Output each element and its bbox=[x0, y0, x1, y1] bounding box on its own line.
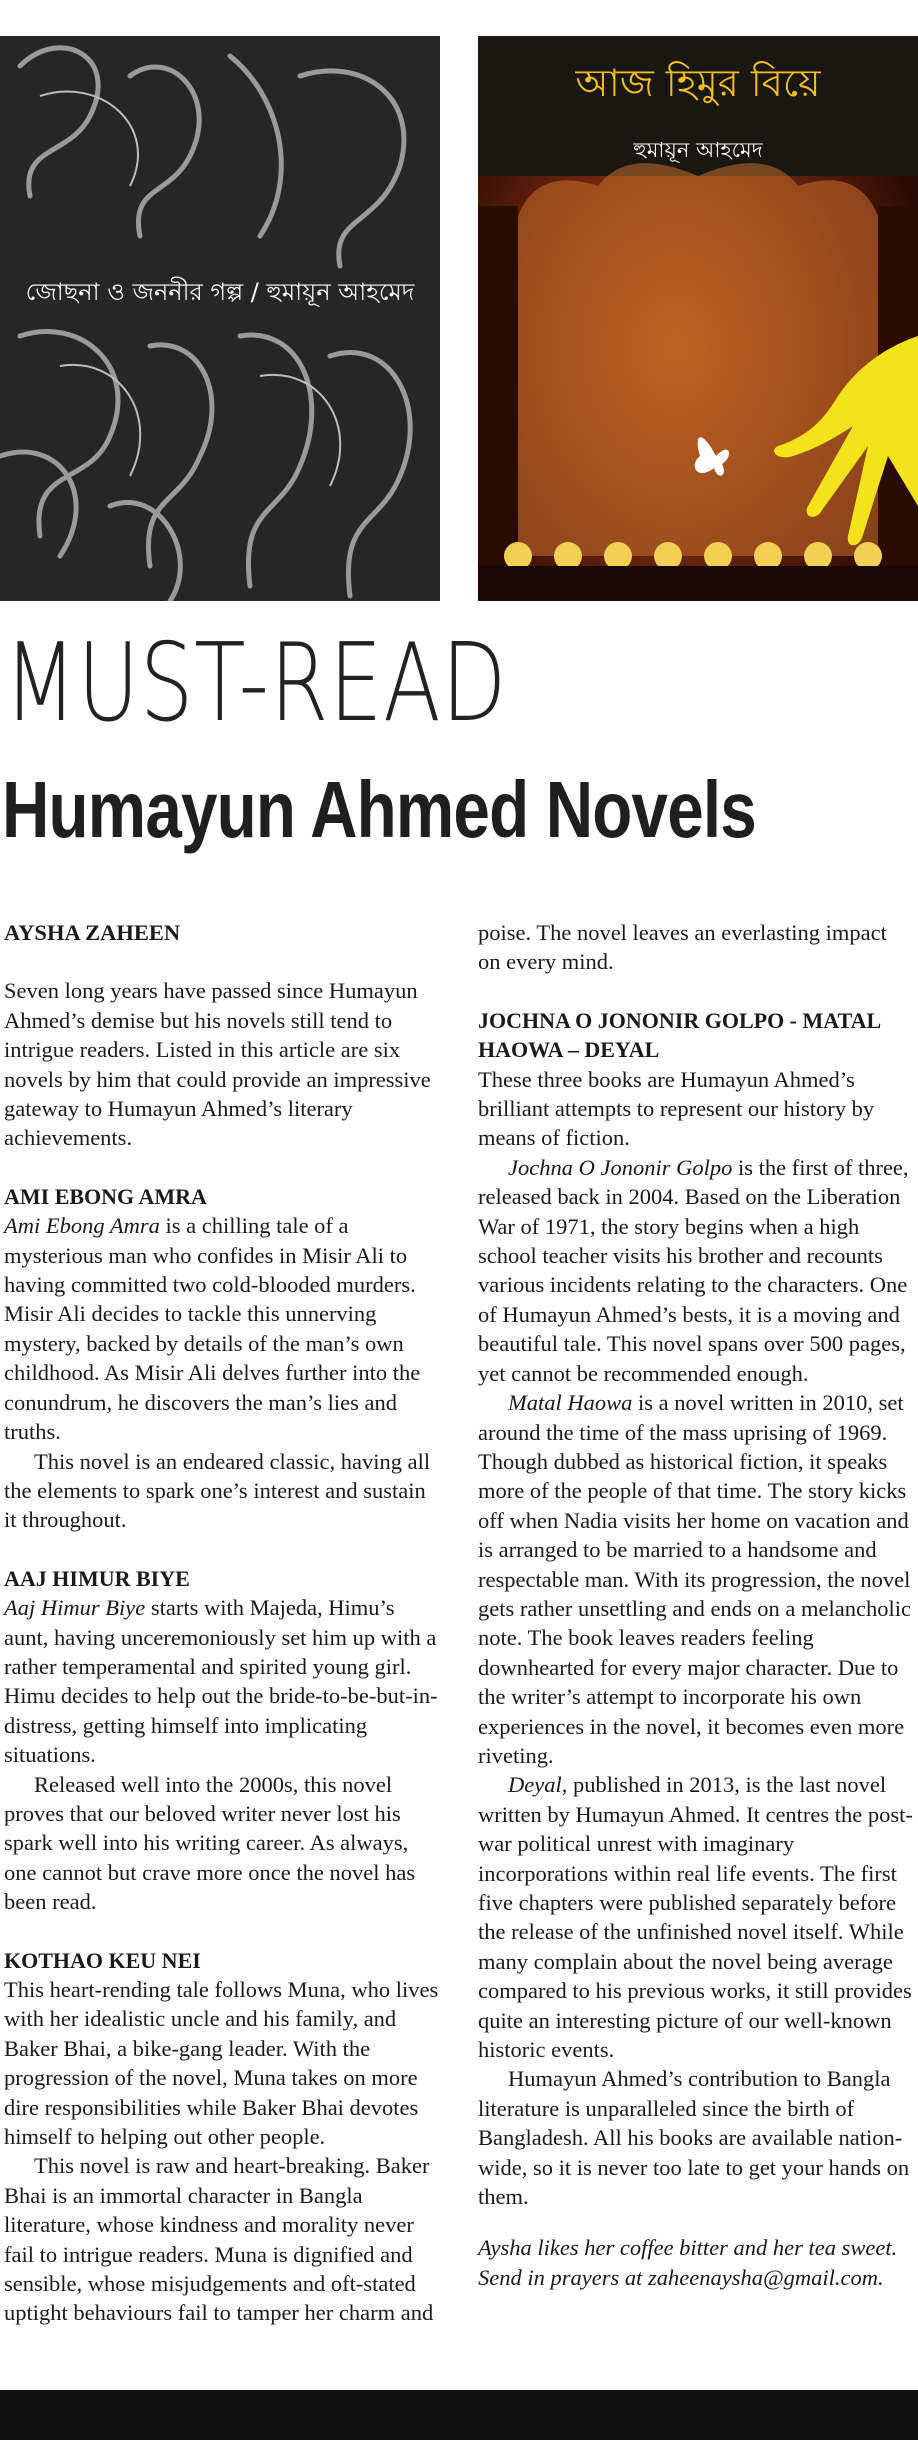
section-paragraph bbox=[478, 1388, 914, 1770]
book-title: Ami Ebong Amra bbox=[4, 1213, 160, 1239]
byline: AYSHA ZAHEEN bbox=[4, 920, 181, 945]
section-paragraph bbox=[4, 1593, 442, 1769]
section-heading-trilogy: JOCHNA O JONONIR GOLPO - MATAL HAOWA – DEYAL bbox=[478, 1007, 880, 1063]
section-paragraph: poise. The novel leaves an everlasting impact on every mind. bbox=[478, 920, 887, 975]
paragraph-text: starts with Majeda, Himu’s aunt, having unceremoniously set him up with a rather temperamental and spirited young girl. Himu decides to help out the bride-to-be-but-in-distress, getting himself into implicating situations. bbox=[4, 1595, 438, 1768]
book-title: Matal Haowa bbox=[508, 1390, 633, 1416]
section-paragraph: These three books are Humayun Ahmed’s brilliant attempts to represent our history by means of fiction. bbox=[478, 1066, 875, 1151]
section-paragraph bbox=[4, 1211, 442, 1446]
section-heading-himu: AAJ HIMUR BIYE bbox=[4, 1565, 190, 1591]
paragraph-text: is the first of three, released back in 2004. Based on the Liberation War of 1971, the story begins when a high school teacher visits his brother and recounts various incidents relating to the characters. One of Humayun Ahmed’s bests, it is a moving and beautiful tale. This novel spans over 500 pages, yet cannot be recommended enough. bbox=[478, 1154, 909, 1386]
section-paragraph: This heart-rending tale follows Muna, who lives with her idealistic uncle and his family, and Baker Bhai, a bike-gang leader. With the progression of the novel, Muna takes on more dire responsibilities while Baker Bhai devotes himself to helping out other people. bbox=[4, 1977, 439, 2150]
paragraph-text: is a novel written in 2010, set around the time of the mass uprising of 1969. Though dubbed as historical fiction, it speaks more of the people of that time. The story kicks off when Nadia visits her home on vacation and is arranged to be married to a handsome and respectable man. With its progression, the novel gets rather unsettling and ends on a melancholic note. The book leaves readers feeling downhearted for every major character. Due to the writer’s attempt to incorporate his own experiences in the novel, it becomes even more riveting. bbox=[478, 1390, 911, 1768]
cover-author: হুমায়ূন আহমেদ bbox=[633, 138, 763, 162]
calligraphy-art bbox=[0, 36, 440, 601]
section-heading-amra: AMI EBONG AMRA bbox=[4, 1183, 207, 1209]
book-cover-himu bbox=[478, 36, 918, 601]
kicker-heading: MUST-READ bbox=[4, 621, 508, 746]
section-heading-kothao: KOTHAO KEU NEI bbox=[4, 1947, 201, 1973]
section-paragraph: This novel is raw and heart-breaking. Baker Bhai is an immortal character in Bangla literature, whose kindness and morality never fail to intrigue readers. Muna is dignified and sensible, whose misjudgements and oft-stated uptight behaviours fail to tamper her charm and bbox=[4, 2153, 434, 2326]
author-note bbox=[478, 2233, 914, 2292]
bottom-rule bbox=[0, 2390, 918, 2440]
article-column-left bbox=[4, 918, 442, 2328]
author-note-line: Aysha likes her coffee bitter and her tea sweet. bbox=[478, 2235, 898, 2261]
book-title: Aaj Himur Biye bbox=[4, 1595, 146, 1621]
section-paragraph bbox=[478, 1153, 914, 1388]
paragraph-text: is a chilling tale of a mysterious man who confides in Misir Ali to having committed two cold-blooded murders. Misir Ali decides to tackle this unnerving mystery, backed by details of the man’s own childhood. As Misir Ali delves further into the conundrum, he discovers the man’s lies and truths. bbox=[4, 1213, 421, 1445]
book-title: Deyal bbox=[508, 1772, 562, 1798]
paragraph-text: , published in 2013, is the last novel written by Humayun Ahmed. It centres the post-war political unrest with imaginary incorporations within real life events. The first five chapters were published separately before the release of the unfinished novel itself. While many complain about the novel being average compared to his previous works, it still provides quite an interesting picture of our well-known historic events. bbox=[478, 1772, 913, 2063]
intro-paragraph: Seven long years have passed since Humayun Ahmed’s demise but his novels still tend to intrigue readers. Listed in this article are six novels by him that could provide an impressive gateway to Humayun Ahmed’s literary achievements. bbox=[4, 978, 431, 1151]
cover-title: আজ হিমুর বিয়ে bbox=[575, 61, 821, 105]
book-cover-jochna bbox=[0, 36, 440, 601]
author-email: Send in prayers at zaheenaysha@gmail.com. bbox=[478, 2264, 884, 2290]
section-paragraph: This novel is an endeared classic, having all the elements to spark one’s interest and sustain it throughout. bbox=[4, 1448, 431, 1533]
cover-caption: জোছনা ও জননীর গল্প / হুমায়ূন আহমেদ bbox=[25, 278, 415, 306]
cover-artwork bbox=[478, 36, 918, 601]
article-column-right bbox=[478, 918, 914, 2292]
section-paragraph bbox=[478, 1770, 914, 2064]
page-title: Humayun Ahmed Novels bbox=[2, 765, 756, 854]
book-title: Jochna O Jononir Golpo bbox=[508, 1154, 733, 1180]
section-paragraph: Released well into the 2000s, this novel proves that our beloved writer never lost his spark well into his writing career. As always, one cannot but crave more once the novel has been read. bbox=[4, 1771, 416, 1915]
closing-paragraph: Humayun Ahmed’s contribution to Bangla literature is unparalleled since the birth of Bangladesh. All his books are available nation-wide, so it is never too late to get your hands on them. bbox=[478, 2066, 910, 2210]
